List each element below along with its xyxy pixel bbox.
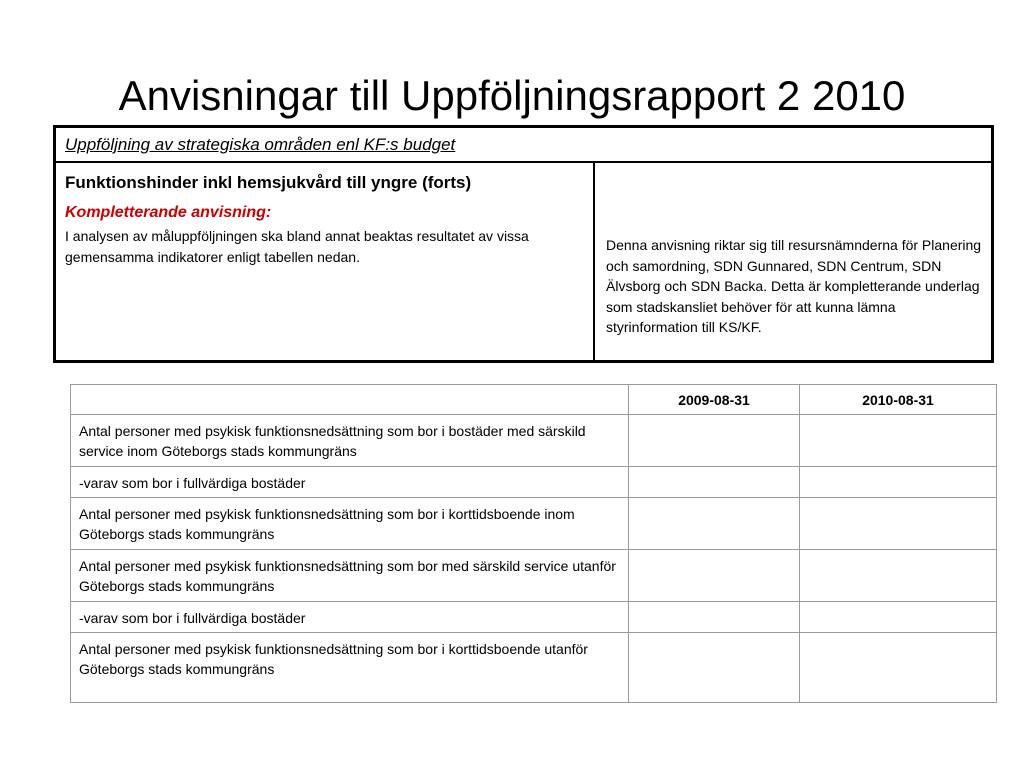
table-row [71, 415, 997, 467]
value-cell-2009[interactable] [629, 550, 800, 602]
supplementary-instruction-heading: Kompletterande anvisning: [65, 204, 272, 221]
value-cell-2010[interactable] [800, 602, 997, 633]
indicator-label: -varav som bor i fullvärdiga bostäder [71, 602, 629, 633]
strategic-areas-header: Uppföljning av strategiska områden enl KF:s budget [56, 128, 991, 163]
value-cell-2009[interactable] [629, 415, 800, 467]
value-cell-2010[interactable] [800, 550, 997, 602]
value-cell-2010[interactable] [800, 467, 997, 498]
column-header-2010: 2010-08-31 [800, 385, 997, 415]
indicator-table-header-row [71, 385, 997, 415]
instructions-cell [56, 163, 595, 360]
table-row [71, 633, 997, 703]
indicator-table [70, 384, 997, 703]
value-cell-2010[interactable] [800, 415, 997, 467]
slide-title: Anvisningar till Uppföljningsrapport 2 2010 [118, 72, 906, 119]
table-row [71, 602, 997, 633]
indicator-label: Antal personer med psykisk funktionsnedsättning som bor i bostäder med särskild service inom Göteborgs stads kommungräns [71, 415, 629, 467]
value-cell-2010[interactable] [800, 498, 997, 550]
indicator-label: Antal personer med psykisk funktionsnedsättning som bor med särskild service utanför Göteborgs stads kommungräns [71, 550, 629, 602]
indicator-label: -varav som bor i fullvärdiga bostäder [71, 467, 629, 498]
target-audience-note: Denna anvisning riktar sig till resursnämnderna för Planering och samordning, SDN Gunnared, SDN Centrum, SDN Älvsborg och SDN Backa. Detta är kompletterande underlag som stadskansliet behöver för att kunna lämna styrinformation till KS/KF. [606, 237, 982, 335]
table-row [71, 467, 997, 498]
instruction-body-text: I analysen av måluppföljningen ska bland annat beaktas resultatet av vissa gemensamma indikatorer enligt tabellen nedan. [65, 228, 529, 265]
value-cell-2009[interactable] [629, 633, 800, 703]
value-cell-2009[interactable] [629, 467, 800, 498]
value-cell-2009[interactable] [629, 602, 800, 633]
column-header-2009: 2009-08-31 [629, 385, 800, 415]
section-heading: Funktionshinder inkl hemsjukvård till yngre (forts) [65, 173, 472, 192]
indicator-label: Antal personer med psykisk funktionsnedsättning som bor i korttidsboende inom Göteborgs stads kommungräns [71, 498, 629, 550]
table-row [71, 550, 997, 602]
table-row [71, 498, 997, 550]
indicator-label: Antal personer med psykisk funktionsnedsättning som bor i korttidsboende utanför Göteborgs stads kommungräns [71, 633, 629, 703]
value-cell-2010[interactable] [800, 633, 997, 703]
strategic-areas-box [53, 125, 994, 363]
column-header-indicator [71, 385, 629, 415]
value-cell-2009[interactable] [629, 498, 800, 550]
